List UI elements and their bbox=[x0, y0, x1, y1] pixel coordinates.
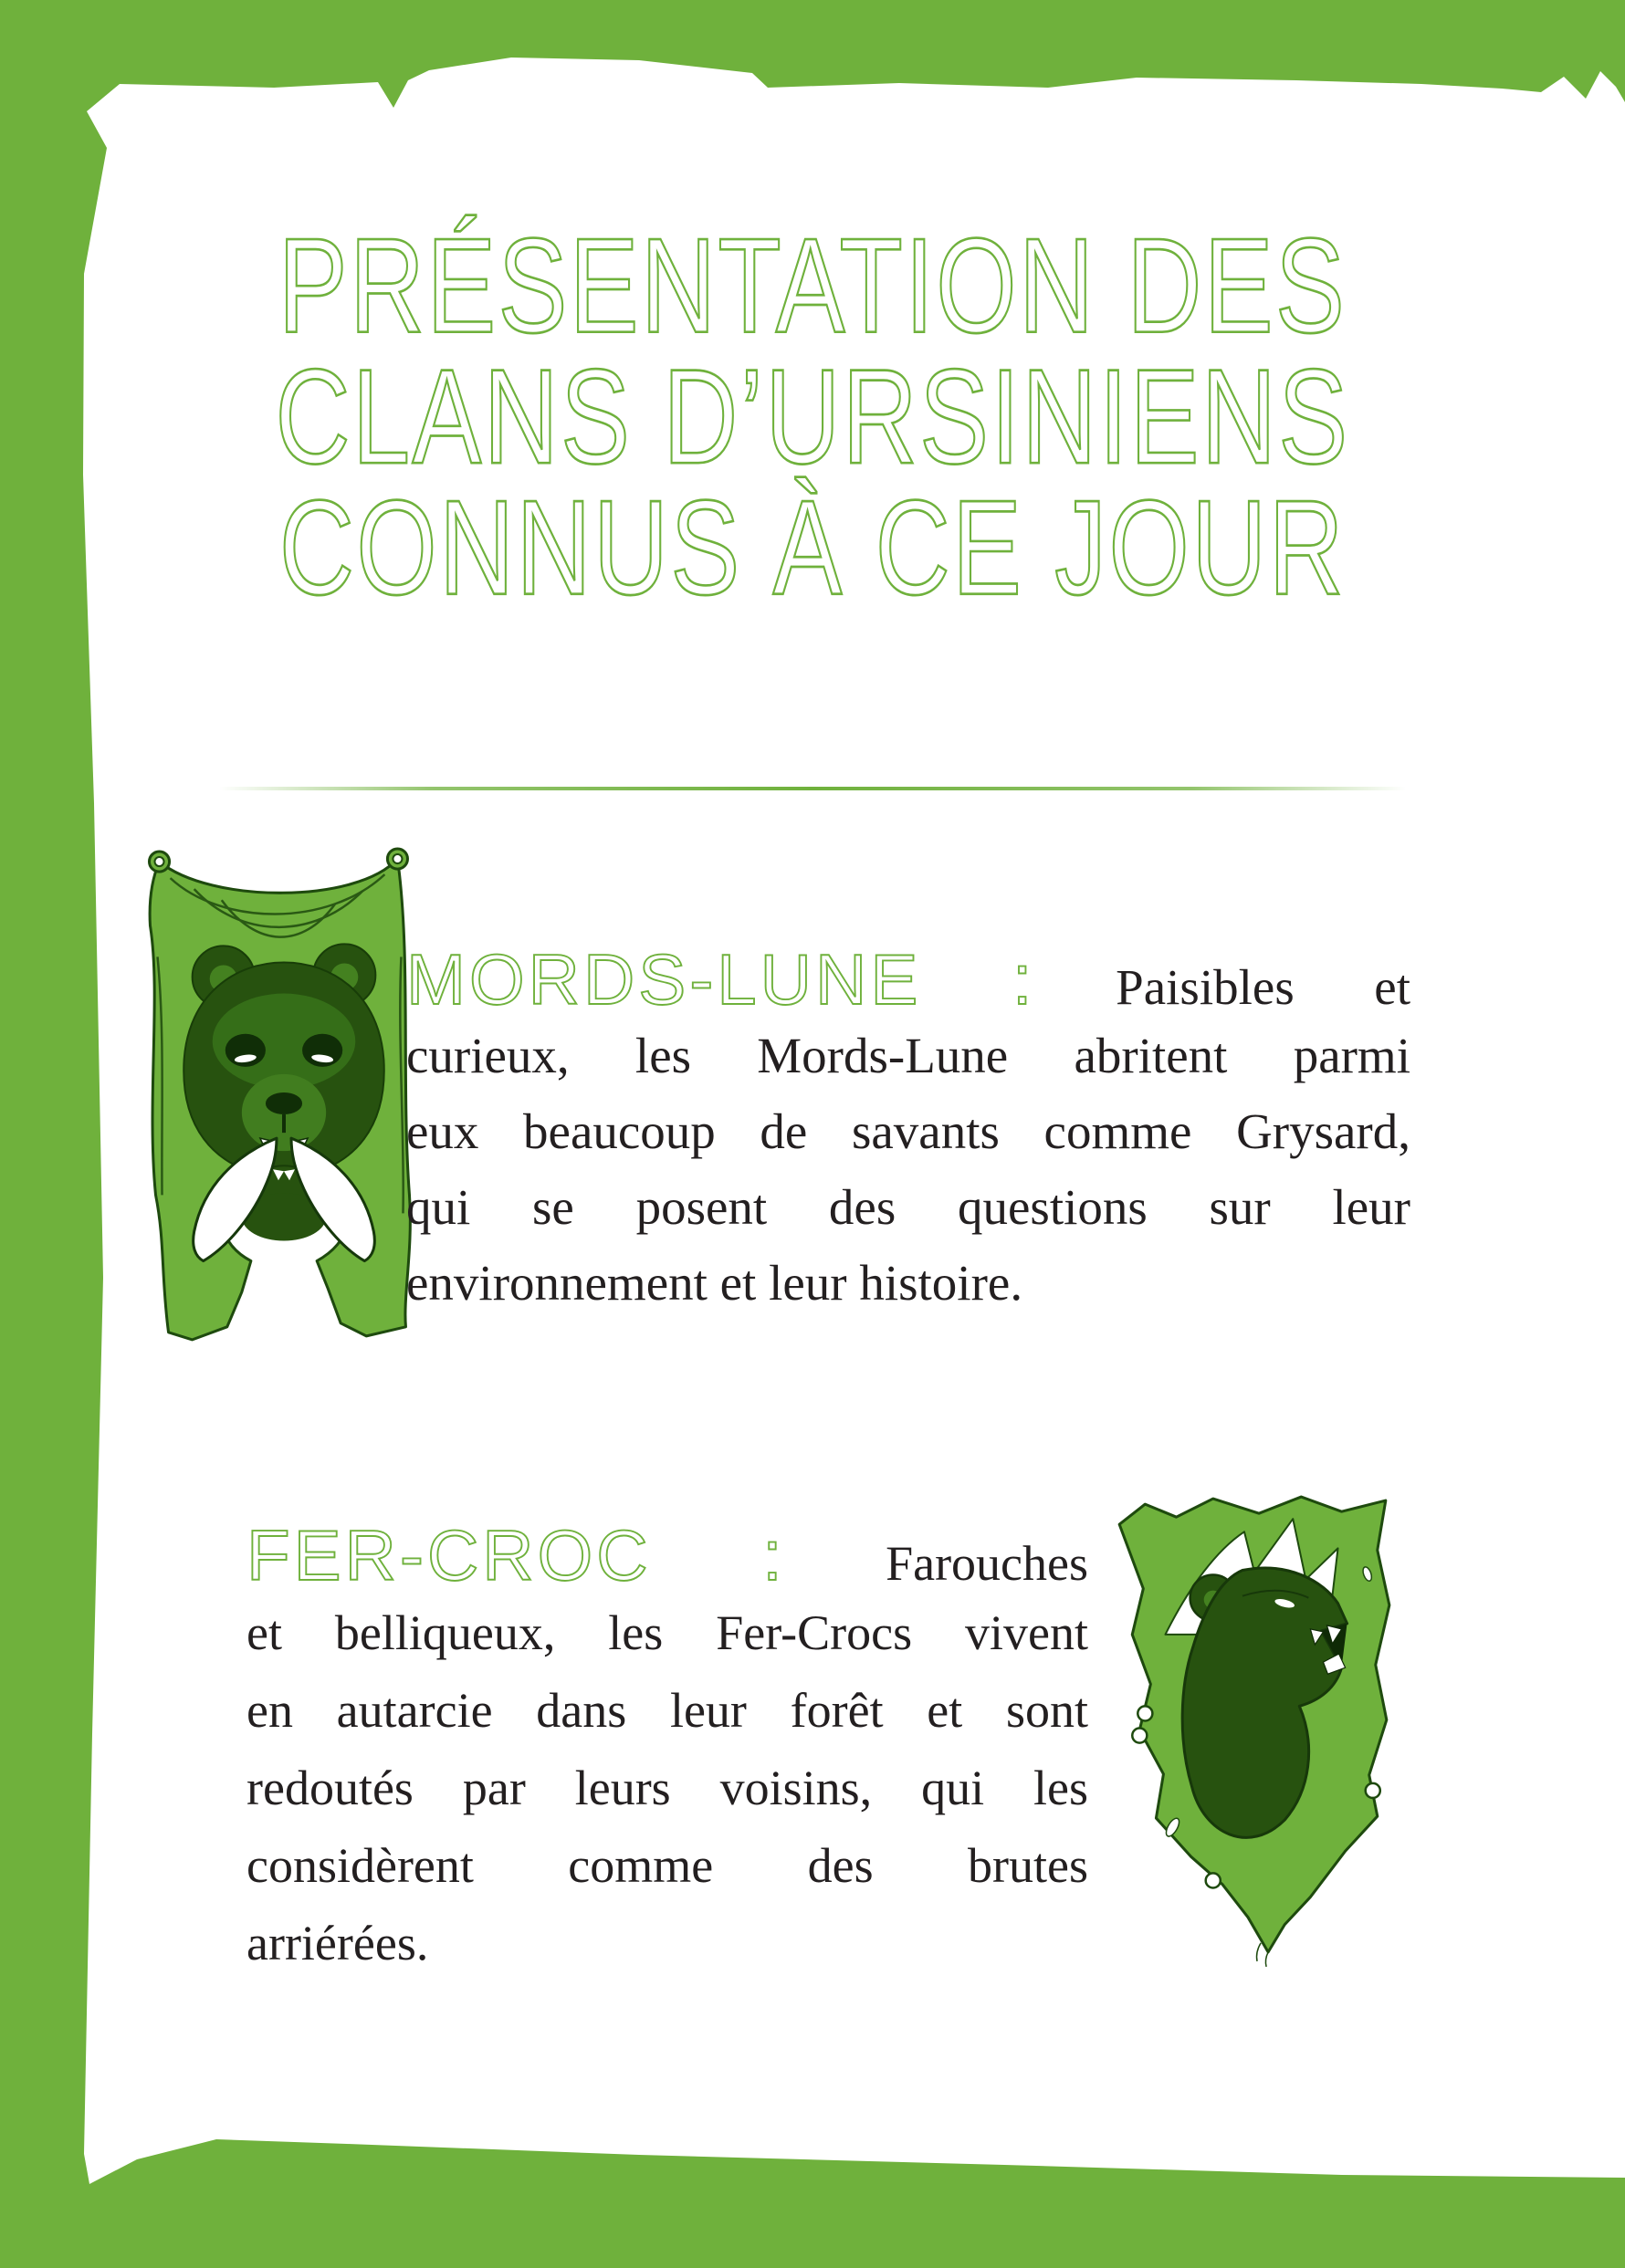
clan-heading-fer-croc: FER-CROC : bbox=[246, 1515, 786, 1595]
paragraph-line: et belliqueux, les Fer-Crocs vivent bbox=[246, 1605, 1088, 1660]
paragraph-text: Paisibles et bbox=[1116, 959, 1410, 1015]
page-title-line: CLANS D’URSINIENS bbox=[275, 341, 1350, 493]
paragraph-line: redoutés par leurs voisins, qui les bbox=[246, 1761, 1088, 1815]
page-title bbox=[162, 210, 1462, 623]
paragraph-line bbox=[406, 939, 1410, 1019]
paragraph-line: considèrent comme des brutes bbox=[246, 1838, 1088, 1893]
grommet-ring-icon bbox=[149, 849, 407, 872]
mords-lune-banner-illustration bbox=[137, 847, 431, 1369]
paragraph-text: Farouches bbox=[886, 1536, 1088, 1591]
fer-croc-pennant-illustration bbox=[1105, 1486, 1399, 1968]
page-title-line: CONNUS À CE JOUR bbox=[278, 472, 1347, 623]
section-fer-croc bbox=[246, 1517, 1088, 1982]
paragraph-line: en autarcie dans leur forêt et sont bbox=[246, 1683, 1088, 1738]
paragraph-line: environnement et leur histoire. bbox=[406, 1255, 1023, 1311]
paragraph-line: curieux, les Mords-Lune abritent parmi bbox=[406, 1028, 1410, 1083]
paragraph-line: eux beaucoup de savants comme Grysard, bbox=[406, 1103, 1410, 1159]
section-mords-lune bbox=[406, 939, 1410, 1321]
paragraph-line: qui se posent des questions sur leur bbox=[406, 1179, 1410, 1235]
clan-heading-mords-lune: MORDS-LUNE : bbox=[406, 939, 1036, 1019]
page-title-line: PRÉSENTATION DES bbox=[278, 210, 1347, 361]
section-divider bbox=[219, 787, 1406, 790]
paragraph-line: arriérées. bbox=[246, 1916, 429, 1970]
paragraph-line bbox=[246, 1517, 1088, 1594]
